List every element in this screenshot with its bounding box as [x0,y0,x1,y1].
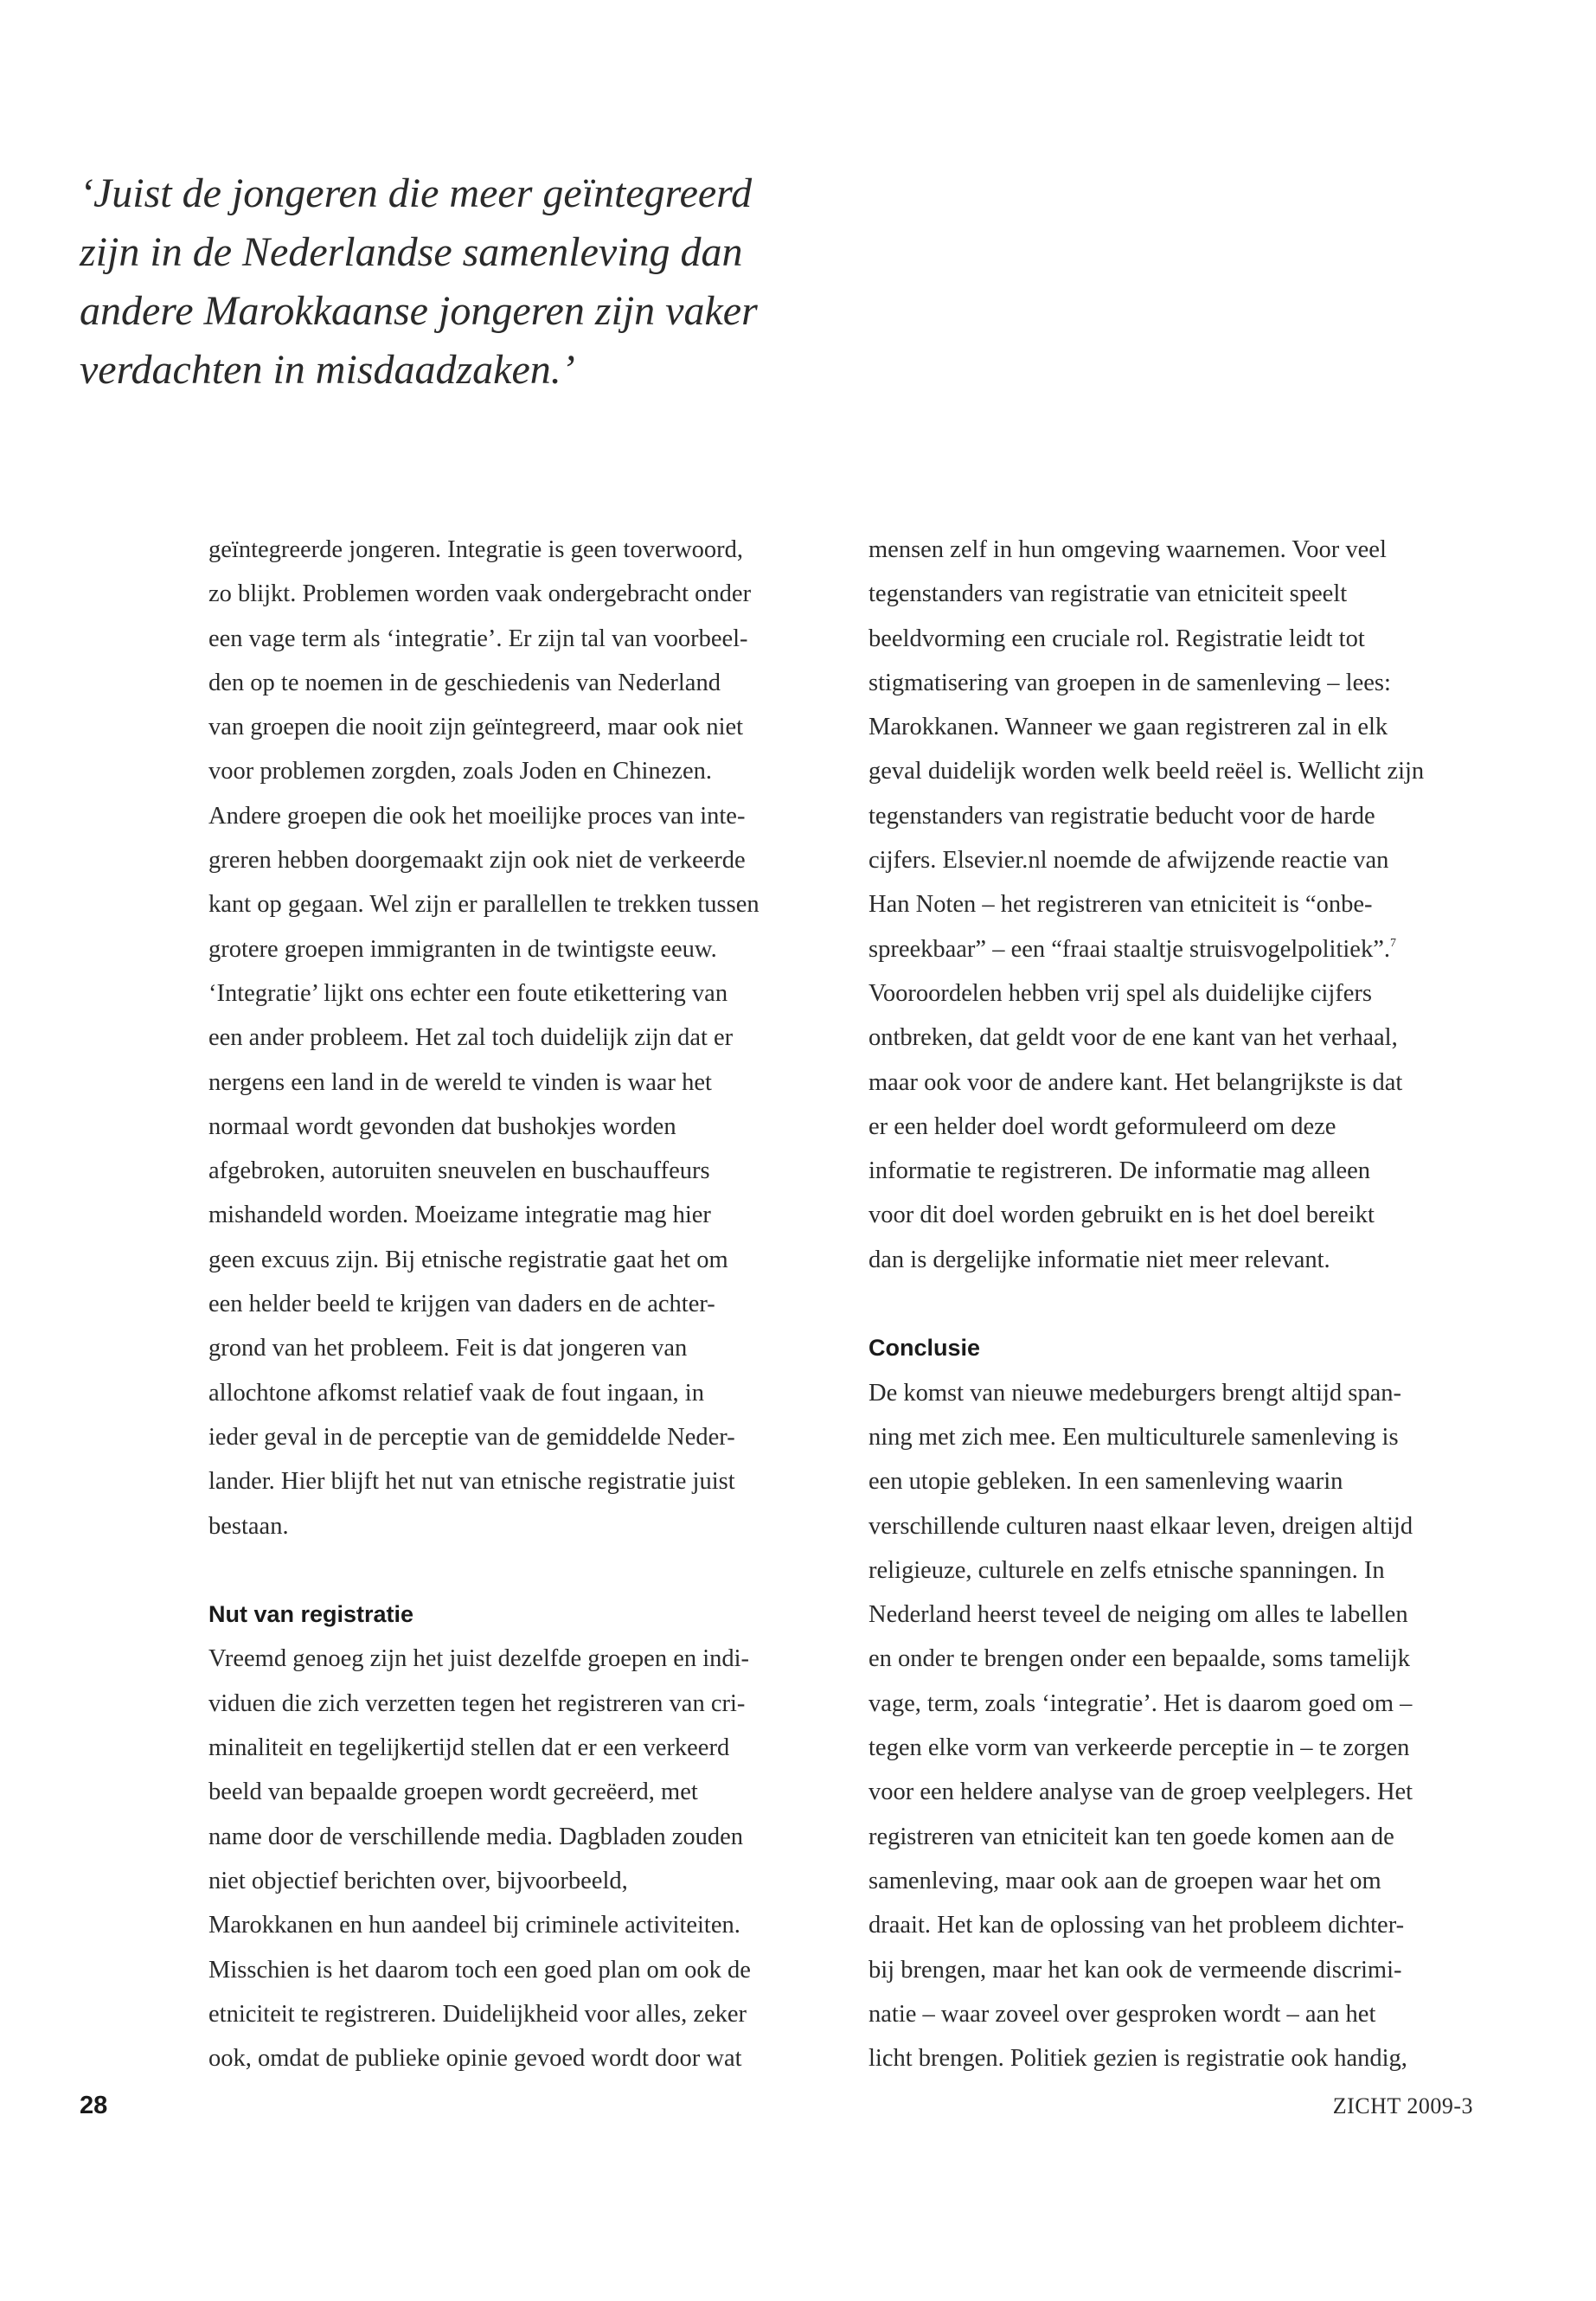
text-line: licht brengen. Politiek gezien is registratie ook handig, [869,2045,1407,2073]
text-line: lander. Hier blijft het nut van etnische registratie juist [208,1468,735,1496]
text-line: dan is dergelijke informatie niet meer relevant. [869,1246,1330,1273]
text-line: kant op gegaan. Wel zijn er parallellen te trekken tussen [208,891,760,919]
text-line: tegenstanders van registratie van etniciteit speelt [869,580,1348,608]
section-heading-nut-van-registratie: Nut van registratie [208,1601,414,1628]
text-line: en onder te brengen onder een bepaalde, soms tamelijk [869,1645,1410,1673]
text-line: beeldvorming een cruciale rol. Registratie leidt tot [869,625,1365,652]
text-line: grond van het probleem. Feit is dat jongeren van [208,1335,688,1362]
page-number: 28 [80,2092,108,2119]
text-line: stigmatisering van groepen in de samenleving – lees: [869,669,1391,696]
text-line: ook, omdat de publieke opinie gevoed wordt door wat [208,2045,742,2073]
text-line: mishandeld worden. Moeizame integratie mag hier [208,1202,711,1229]
text-line: een ander probleem. Het zal toch duidelijk zijn dat er [208,1024,734,1052]
text-line: Andere groepen die ook het moeilijke proces van inte- [208,802,746,830]
footnote-reference: 7 [1389,936,1396,950]
text-line: maar ook voor de andere kant. Het belangrijkste is dat [869,1068,1403,1096]
text-line: verschillende culturen naast elkaar leven, dreigen altijd [869,1512,1413,1540]
text-segment: spreekbaar” – een “fraai staaltje struisvogelpolitiek”. [869,935,1390,963]
text-line: een helder beeld te krijgen van daders en de achter- [208,1291,715,1318]
left-column [208,528,814,2080]
paragraph-gap [208,1548,814,1593]
text-line: afgebroken, autoruiten sneuvelen en buschauffeurs [208,1157,710,1185]
text-line: ning met zich mee. Een multiculturele samenleving is [869,1423,1399,1451]
text-line: ieder geval in de perceptie van de gemiddelde Neder- [208,1423,735,1451]
text-line: samenleving, maar ook aan de groepen waar het om [869,1867,1381,1894]
pull-quote [80,164,927,400]
text-line: nergens een land in de wereld te vinden is waar het [208,1068,712,1096]
text-line: Nederland heerst teveel de neiging om alles te labellen [869,1601,1408,1629]
text-line: draait. Het kan de oplossing van het probleem dichter- [869,1912,1405,1939]
text-line: religieuze, culturele en zelfs etnische spanningen. In [869,1556,1385,1584]
text-line: voor een heldere analyse van de groep veelplegers. Het [869,1779,1413,1806]
text-line: bij brengen, maar het kan ook de vermeende discrimi- [869,1956,1402,1984]
text-line: voor problemen zorgden, zoals Joden en Chinezen. [208,758,712,785]
right-paragraph-2 [869,1371,1474,2081]
text-line: viduen die zich verzetten tegen het registreren van cri- [208,1689,746,1717]
pull-quote-line: verdachten in misdaadzaken.’ [80,347,575,393]
text-line: den op te noemen in de geschiedenis van Nederland [208,669,721,696]
text-line: geval duidelijk worden welk beeld reëel is. Wellicht zijn [869,758,1425,785]
text-line: allochtone afkomst relatief vaak de fout ingaan, in [208,1379,704,1407]
right-paragraph-1 [869,528,1474,1282]
text-line: Han Noten – het registreren van etniciteit is “onbe- [869,891,1373,919]
text-line: van groepen die nooit zijn geïntegreerd, maar ook niet [208,714,744,741]
text-line: een vage term als ‘integratie’. Er zijn tal van voorbeel- [208,625,748,652]
text-line: minaliteit en tegelijkertijd stellen dat er een verkeerd [208,1734,730,1762]
text-line: mensen zelf in hun omgeving waarnemen. Voor veel [869,536,1387,563]
text-line: bestaan. [208,1512,289,1540]
text-line: Marokkanen en hun aandeel bij criminele activiteiten. [208,1912,740,1939]
text-line: cijfers. Elsevier.nl noemde de afwijzende reactie van [869,847,1389,875]
text-line: Misschien is het daarom toch een goed plan om ook de [208,1956,751,1984]
journal-issue: ZICHT 2009-3 [1332,2093,1473,2118]
text-line: een utopie gebleken. In een samenleving waarin [869,1468,1343,1496]
text-line: registreren van etniciteit kan ten goede komen aan de [869,1823,1394,1850]
text-line: tegen elke vorm van verkeerde perceptie in – te zorgen [869,1734,1410,1762]
text-line: zo blijkt. Problemen worden vaak ondergebracht onder [208,580,752,608]
text-line: grotere groepen immigranten in de twintigste eeuw. [208,935,717,963]
pull-quote-line: ‘Juist de jongeren die meer geïntegreerd [80,170,753,216]
text-line: niet objectief berichten over, bijvoorbeeld, [208,1867,628,1894]
text-line: natie – waar zoveel over gesproken wordt – aan het [869,2000,1376,2028]
text-line: normaal wordt gevonden dat bushokjes worden [208,1112,676,1140]
text-line: informatie te registreren. De informatie mag alleen [869,1157,1371,1185]
text-line: er een helder doel wordt geformuleerd om deze [869,1112,1336,1140]
paragraph-gap [869,1282,1474,1326]
text-line: name door de verschillende media. Dagbladen zouden [208,1823,744,1850]
text-line: Vreemd genoeg zijn het juist dezelfde groepen en indi- [208,1645,750,1673]
text-line: ‘Integratie’ lijkt ons echter een foute etikettering van [208,979,728,1007]
text-line: ontbreken, dat geldt voor de ene kant van het verhaal, [869,1024,1398,1052]
pull-quote-line: zijn in de Nederlandse samenleving dan [80,229,743,275]
text-line: tegenstanders van registratie beducht voor de harde [869,802,1375,830]
text-line: beeld van bepaalde groepen wordt gecreëerd, met [208,1779,698,1806]
text-line: greren hebben doorgemaakt zijn ook niet de verkeerde [208,847,746,875]
left-paragraph-1 [208,528,814,1548]
right-column [869,528,1474,2080]
section-heading-conclusie: Conclusie [869,1335,981,1362]
text-line: Vooroordelen hebben vrij spel als duidelijke cijfers [869,979,1372,1007]
text-line: voor dit doel worden gebruikt en is het doel bereikt [869,1202,1375,1229]
text-line: vage, term, zoals ‘integratie’. Het is daarom goed om – [869,1689,1413,1717]
text-line: geen excuus zijn. Bij etnische registratie gaat het om [208,1246,728,1273]
text-line: etniciteit te registreren. Duidelijkheid voor alles, zeker [208,2000,747,2028]
text-line: De komst van nieuwe medeburgers brengt altijd span- [869,1379,1402,1407]
pull-quote-line: andere Marokkaanse jongeren zijn vaker [80,288,758,334]
text-line: geïntegreerde jongeren. Integratie is geen toverwoord, [208,536,744,563]
text-line: Marokkanen. Wanneer we gaan registreren zal in elk [869,714,1388,741]
left-paragraph-2 [208,1637,814,2080]
text-line-with-footnote [869,927,1474,971]
